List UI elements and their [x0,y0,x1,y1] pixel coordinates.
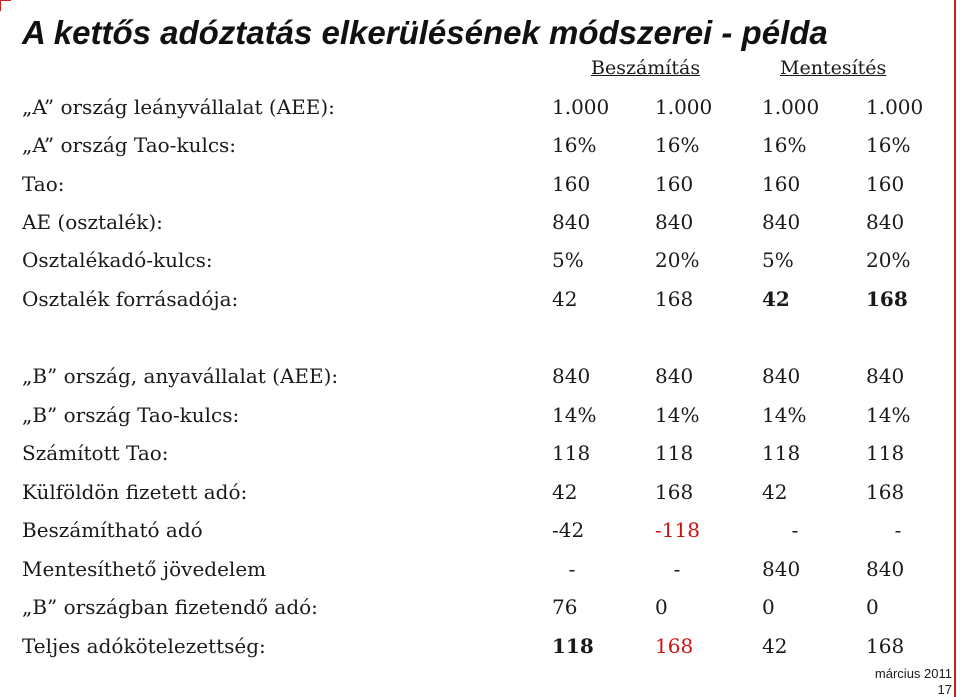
row-label: Osztalék forrásadója: [22,287,239,311]
cell: 42 [552,480,578,504]
cell: 42 [762,480,788,504]
cell: 0 [655,595,668,619]
slide-title: A kettős adóztatás elkerülésének módszerei - példa [22,14,828,51]
cell: 118 [655,441,694,465]
cell: 168 [655,634,694,658]
cell: 5% [552,248,584,272]
cell: 840 [866,364,905,388]
table-row [22,95,942,123]
cell: 840 [552,364,591,388]
table-row [22,403,942,431]
cell: 160 [866,172,905,196]
cell: -118 [655,518,700,542]
table-row [22,210,942,238]
row-label: Számított Tao: [22,441,169,465]
cell: 42 [552,287,578,311]
cell: 118 [762,441,801,465]
cell: 14% [866,403,911,427]
cell: -42 [552,518,585,542]
cell: 1.000 [762,95,820,119]
cell: 840 [552,210,591,234]
cell: 118 [552,634,594,658]
cell: 840 [655,364,694,388]
table-row [22,595,942,623]
cell: 168 [655,480,694,504]
table-row [22,133,942,161]
cell: 160 [762,172,801,196]
row-label: „B” ország Tao-kulcs: [22,403,240,427]
cell: 20% [866,248,911,272]
cell: 168 [866,480,905,504]
cell: 42 [762,287,790,311]
row-label: AE (osztalék): [22,210,163,234]
cell: - [791,518,799,542]
cell: 42 [762,634,788,658]
cell: 76 [552,595,578,619]
cell: 14% [552,403,597,427]
right-border-line [954,0,956,697]
table-row [22,287,942,315]
cell: - [568,557,576,581]
cell: 840 [762,557,801,581]
cell: 1.000 [655,95,713,119]
row-label: „B” országban fizetendő adó: [22,595,318,619]
cell: 1.000 [552,95,610,119]
row-label: Mentesíthető jövedelem [22,557,267,581]
corner-mark [0,0,11,11]
table-row [22,248,942,276]
cell: 1.000 [866,95,924,119]
cell: 16% [655,133,700,157]
cell: 840 [655,210,694,234]
cell: 0 [866,595,879,619]
cell: 16% [762,133,807,157]
table-row [22,480,942,508]
table-row [22,557,942,585]
row-label: „A” ország leányvállalat (AEE): [22,95,335,119]
cell: 14% [655,403,700,427]
header-beszamitas: Beszámítás [591,57,701,79]
header-mentesites: Mentesítés [780,57,887,79]
cell: 16% [866,133,911,157]
cell: 118 [866,441,905,465]
row-label: Osztalékadó-kulcs: [22,248,213,272]
table-row [22,441,942,469]
row-label: „A” ország Tao-kulcs: [22,133,237,157]
cell: 840 [866,210,905,234]
row-label: Beszámítható adó [22,518,203,542]
cell: - [673,557,681,581]
cell: 840 [866,557,905,581]
cell: 118 [552,441,591,465]
cell: 168 [866,287,908,311]
row-label: Tao: [22,172,65,196]
table-row [22,364,942,392]
row-label: Teljes adókötelezettség: [22,634,266,658]
page-number: 17 [937,682,952,697]
row-label: „B” ország, anyavállalat (AEE): [22,364,339,388]
cell: 840 [762,210,801,234]
cell: 5% [762,248,794,272]
cell: - [894,518,902,542]
table-row [22,172,942,200]
cell: 160 [655,172,694,196]
cell: 14% [762,403,807,427]
cell: 168 [866,634,905,658]
table-row [22,634,942,662]
cell: 0 [762,595,775,619]
cell: 160 [552,172,591,196]
row-label: Külföldön fizetett adó: [22,480,248,504]
cell: 168 [655,287,694,311]
cell: 20% [655,248,700,272]
footer-date: március 2011 [874,666,952,681]
cell: 16% [552,133,597,157]
cell: 840 [762,364,801,388]
table-row [22,518,942,546]
